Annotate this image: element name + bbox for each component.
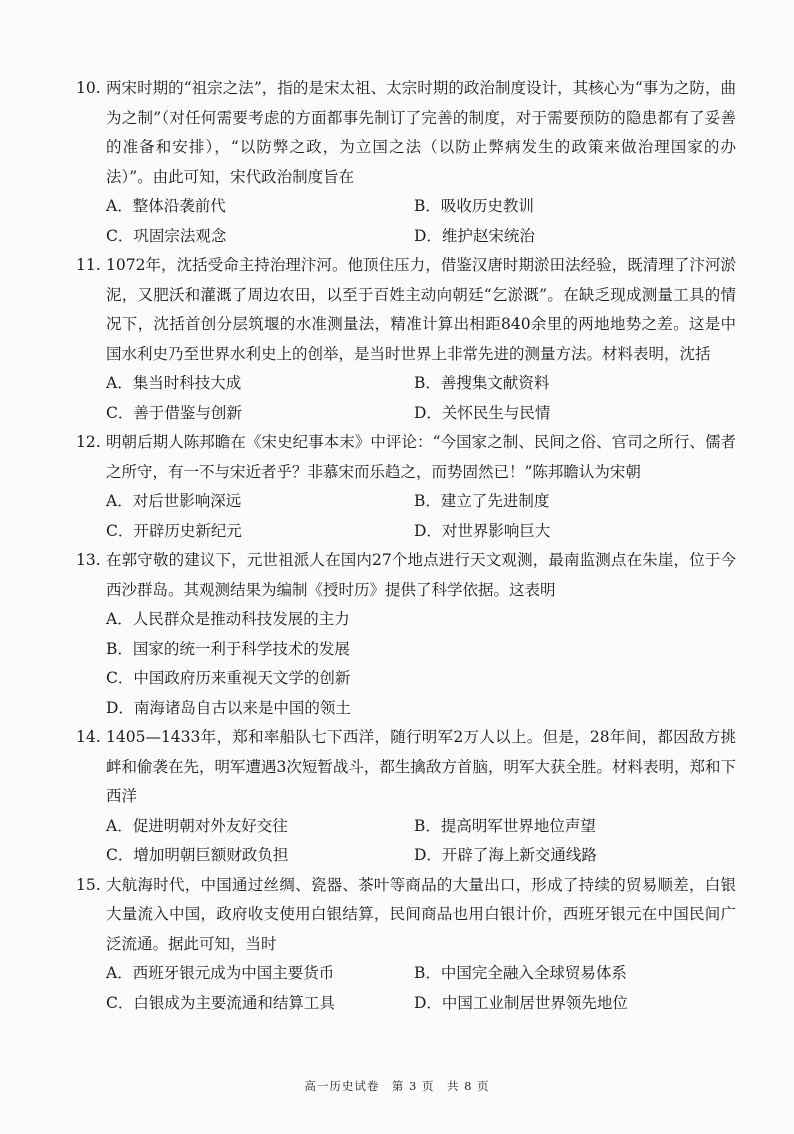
question-15: [76, 871, 736, 1019]
option-b: B．中国完全融入全球贸易体系: [414, 964, 627, 982]
option-a: A．集当时科技大成: [106, 374, 242, 392]
option-d: D．关怀民生与民情: [414, 403, 551, 422]
option-b: B．提高明军世界地位声望: [414, 816, 596, 835]
question-number: 11.: [76, 256, 101, 274]
option-a: A．促进明朝对外友好交往: [106, 816, 288, 835]
option-c: C．中国政府历来重视天文学的创新: [106, 669, 351, 687]
option-c: C．开辟历史新纪元: [106, 521, 242, 540]
options: [106, 192, 736, 251]
page-footer: 高一历史试卷 第 3 页 共 8 页: [304, 1079, 490, 1093]
question-list: [76, 74, 736, 1018]
option-b: B．善搜集文献资料: [414, 374, 550, 392]
option-d: D．对世界影响巨大: [414, 521, 551, 540]
option-d: D．中国工业制居世界领先地位: [414, 993, 628, 1012]
question-number: 13.: [76, 551, 101, 569]
options: [106, 605, 736, 723]
question-stem: 明朝后期人陈邦瞻在《宋史纪事本末》中评论：“今国家之制、民间之俗、官司之所行、儒者之所守，有一不与宋近者乎？非慕宋而乐趋之，而势固然已！”陈邦瞻认为宋朝: [106, 433, 736, 481]
option-d: D．开辟了海上新交通线路: [414, 846, 597, 864]
option-b: B．国家的统一利于科学技术的发展: [106, 639, 350, 658]
option-a: A．整体沿袭前代: [106, 197, 226, 215]
options: [106, 812, 736, 871]
option-c: C．巩固宗法观念: [106, 226, 227, 245]
option-a: A．人民群众是推动科技发展的主力: [106, 610, 350, 628]
option-c: C．善于借鉴与创新: [106, 403, 242, 422]
question-number: 12.: [76, 433, 101, 451]
question-number: 15.: [76, 875, 101, 894]
question-12: [76, 428, 736, 546]
option-b: B．吸收历史教训: [414, 197, 534, 215]
question-stem: 1072年，沈括受命主持治理汴河。他顶住压力，借鉴汉唐时期淤田法经验，既清理了汴河淤泥，又肥沃和灌溉了周边农田，以至于百姓主动向朝廷“乞淤溉”。在缺乏现成测量工具的情况下，沈括首创分层筑堰的水准测量法，精准计算出相距840余里的两地地势之差。这是中国水利史乃至世界水利史上的创举，是当时世界上非常先进的测量方法。材料表明，沈括: [106, 256, 736, 363]
question-stem: 1405—1433年，郑和率船队七下西洋，随行明军2万人以上。但是，28年间，都因敌方挑衅和偷袭在先，明军遭遇3次短暂战斗，都生擒敌方首脑，明军大获全胜。材料表明，郑和下西洋: [106, 728, 736, 805]
option-c: C．白银成为主要流通和结算工具: [106, 993, 335, 1012]
option-a: A．对后世影响深远: [106, 492, 242, 510]
question-10: [76, 74, 736, 251]
question-stem: 大航海时代，中国通过丝绸、瓷器、茶叶等商品的大量出口，形成了持续的贸易顺差，白银大量流入中国，政府收支使用白银结算，民间商品也用白银计价，西班牙银元在中国民间广泛流通。据此可知，当时: [106, 875, 736, 953]
question-14: [76, 723, 736, 871]
option-a: A．西班牙银元成为中国主要货币: [106, 964, 335, 982]
question-stem: 在郭守敬的建议下，元世祖派人在国内27个地点进行天文观测，最南监测点在朱崖，位于今西沙群岛。其观测结果为编制《授时历》提供了科学依据。这表明: [106, 551, 736, 599]
question-number: 14.: [76, 728, 101, 746]
question-number: 10.: [76, 79, 101, 97]
options: [106, 959, 736, 1018]
option-c: C．增加明朝巨额财政负担: [106, 846, 289, 864]
question-11: [76, 251, 736, 428]
option-b: B．建立了先进制度: [414, 492, 550, 510]
option-d: D．南海诸岛自古以来是中国的领土: [106, 698, 351, 717]
question-stem: 两宋时期的“祖宗之法”，指的是宋太祖、太宗时期的政治制度设计，其核心为“事为之防，曲为之制”（对任何需要考虑的方面都事先制订了完善的制度，对于需要预防的隐患都有了妥善的准备和安排），“以防弊之政，为立国之法（以防止弊病发生的政策来做治理国家的办法）”。由此可知，宋代政治制度旨在: [106, 79, 736, 186]
options: [106, 487, 736, 546]
question-13: [76, 546, 736, 723]
options: [106, 369, 736, 428]
option-d: D．维护赵宋统治: [414, 226, 535, 245]
